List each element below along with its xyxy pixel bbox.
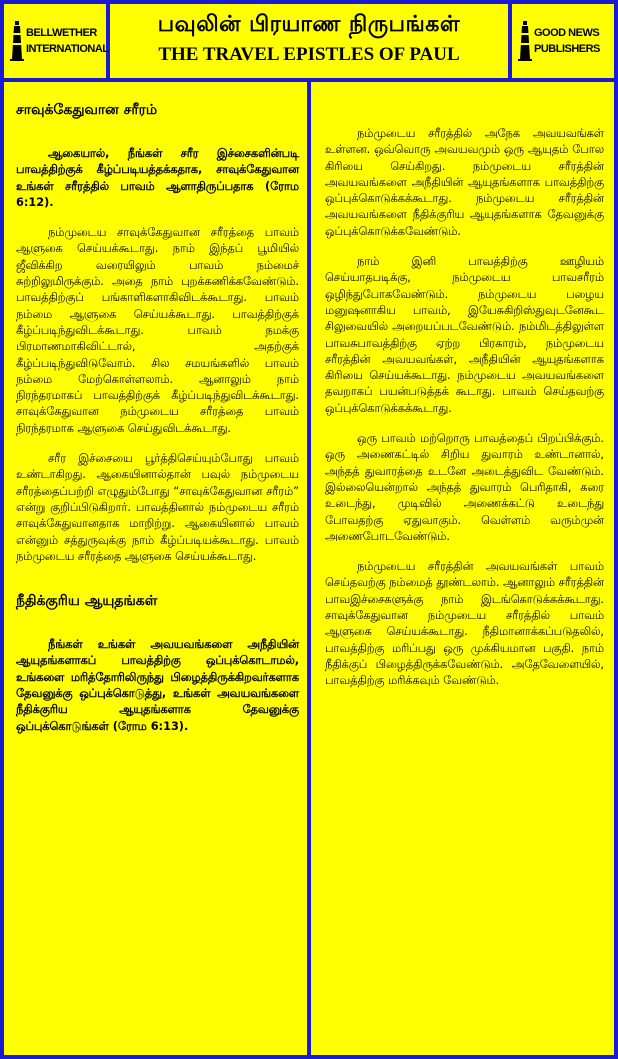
logo-line1: BELLWETHER xyxy=(26,27,97,39)
page-title-english: THE TRAVEL EPISTLES OF PAUL xyxy=(158,44,460,65)
scripture-verse: நீங்கள் உங்கள் அவயவங்களை அநீதியின் ஆயுதங்களாகப் பாவத்திற்கு ஒப்புக்கொடாமல், உங்களை மரித்தோரிலிருந்து பிழைத்திருக்கிறவர்களாக தேவனுக்கு ஒப்புக்கொடுத்து, உங்கள் அவயவங்களை நீதிக்குரிய ஆயுதங்களாக தேவனுக்கு ஒப்புக்கொடுங்கள் (ரோம 6:13). xyxy=(16,638,299,733)
logo-line2: INTERNATIONAL xyxy=(26,43,109,55)
body-paragraph: ஒரு பாவம் மற்றொரு பாவத்தைப் பிறப்பிக்கும். ஒரு அணைகட்டில் சிறிய துவாரம் உண்டானால், அந்தத் துவாரத்தை உடனே அடைத்துவிட வேண்டும். இல்லையென்றால் அந்தத் துவாரம் பெரிதாகி, கரை உடைந்து, முடிவில் அணைக்கட்டு உடைந்து போவதற்கு ஏதுவாகும். வெள்ளம் வரும்முன் அணைபோடவேண்டும். xyxy=(325,432,604,543)
lighthouse-icon xyxy=(10,21,24,61)
body-paragraph: நம்முடைய சரீரத்தில் அநேக அவயவங்கள் உள்ளன. ஒவ்வொரு அவயவமும் ஒரு ஆயுதம் போல கிரியை செய்கிறது. நம்முடைய சரீரத்தின் அவயவங்களை அநீதியின் ஆயுதங்களாக பாவத்திற்கு ஒப்புக்கொடுக்கக்கூடாது. நம்முடைய சரீரத்தின் அவயவங்களை நீதிக்குரிய ஆயுதங்களாக தேவனுக்கு ஒப்புக்கொடுக்கவேண்டும். xyxy=(325,127,604,238)
good-news-logo xyxy=(512,4,614,78)
body-paragraph: நம்முடைய சாவுக்கேதுவான சரீரத்தை பாவம் ஆளுகை செய்யக்கூடாது. நாம் இந்தப் பூமியில் ஜீவிக்கிற வரையிலும் பாவம் நம்மைச் சுற்றிலுமிருக்கும். அதை நாம் புறக்கணிக்கவேண்டும். பாவத்திற்குப் பங்காளிகளாகிவிடக்கூடாது. பாவம் நம்மை ஆளுகை செய்யக்கூடாது. பாவத்திற்குக் கீழ்ப்படிந்துவிடக்கூடாது. பாவம் நமக்கு பிரமாணமாகிவிட்டால், அதற்குக் கீழ்ப்படிந்துவிடுவோம். சில சமயங்களில் பாவம் நம்மை மேற்கொள்ளலாம். ஆனாலும் நாம் நிரந்தரமாகப் பாவத்திற்குக் கீழ்ப்படிந்துவிடக்கூடாது. சாவுக்கேதுவான நம்முடைய சரீரத்தை பாவம் நிரந்தரமாக ஆளுகை செய்துவிடக்கூடாது. xyxy=(16,226,299,435)
body-paragraph: சரீர இச்சையை பூர்த்திசெய்யும்போது பாவம் உண்டாகிறது. ஆகையினால்தான் பவுல் நம்முடைய சரீரத்தைப்பற்றி எழுதும்போது “சாவுக்கேதுவான சரீரம்” என்று குறிப்பிடுகிறார். பாவத்தினால் நம்முடைய சரீரம் சாவுக்கேதுவானதாக மாறிற்று. ஆகையினால் பாவம் என்னும் சத்துருவுக்கு நாம் கீழ்ப்படியக்கூடாது. பாவம் நம்முடைய சரீரத்தை ஆளுகை செய்யக்கூடாது. xyxy=(16,452,299,563)
body-paragraph: நாம் இனி பாவத்திற்கு ஊழியம் செய்யாதபடிக்கு, நம்முடைய பாவசரீரம் ஒழிந்துபோகவேண்டும். நம்முடைய பழைய மனுஷனாகிய பாவம், இயேசுகிறிஸ்துவுடனேகூட சிலுவையில் அறையப்படவேண்டும். நம்மிடத்திலுள்ள பாவசுபாவத்திற்கு ஏற்ற பிரகாரம், நம்முடைய சரீரத்தின் அவயவங்கள், அநீதியின் ஆயுதங்களாக கிரியை செய்யக்கூடாது. நம்முடைய அவயவங்களை தவறாகப் பயன்படுத்தக் கூடாது. பாவம் செய்தவற்கு ஒப்புக்கொடுக்கக்கூடாது. xyxy=(325,255,604,415)
right-column xyxy=(311,82,614,1055)
section-heading: சாவுக்கேதுவான சரீரம் xyxy=(16,102,158,118)
logo-line2: PUBLISHERS xyxy=(534,43,600,55)
page-title-tamil: பவுலின் பிரயாண நிருபங்கள் xyxy=(157,12,461,37)
section-heading: நீதிக்குரிய ஆயுதங்கள் xyxy=(16,593,158,610)
lighthouse-icon xyxy=(518,21,532,61)
body-paragraph: நம்முடைய சரீரத்தின் அவயவங்கள் பாவம் செய்தவற்கு நம்மைத் தூண்டலாம். ஆனாலும் சரீரத்தின் பாவஇச்சைகளுக்கு நாம் இடங்கொடுக்கக்கூடாது. சாவுக்கேதுவான நம்முடைய சரீரத்தில் பாவம் ஆளுகை செய்யக்கூடாது. நீதிமானாக்கப்படுதலில், பாவத்திற்கு மரிப்பது ஒரு முக்கியமான பகுதி. நாம் நீதிக்குப் பிழைத்திருக்கவேண்டும். அதேவேளையில், பாவத்திற்கு மரிக்கவும் வேண்டும். xyxy=(325,560,605,688)
logo-line1: GOOD NEWS xyxy=(534,27,600,39)
page-title-banner xyxy=(110,4,508,78)
left-column xyxy=(4,82,307,1055)
scripture-verse: ஆகையால், நீங்கள் சரீர இச்சைகளின்படி பாவத்திற்குக் கீழ்ப்படியத்தக்கதாக, சாவுக்கேதுவான உங்கள் சரீரத்தில் பாவம் ஆளாதிருப்பதாக (ரோம 6:12). xyxy=(16,147,299,209)
bellwether-logo xyxy=(4,4,109,78)
